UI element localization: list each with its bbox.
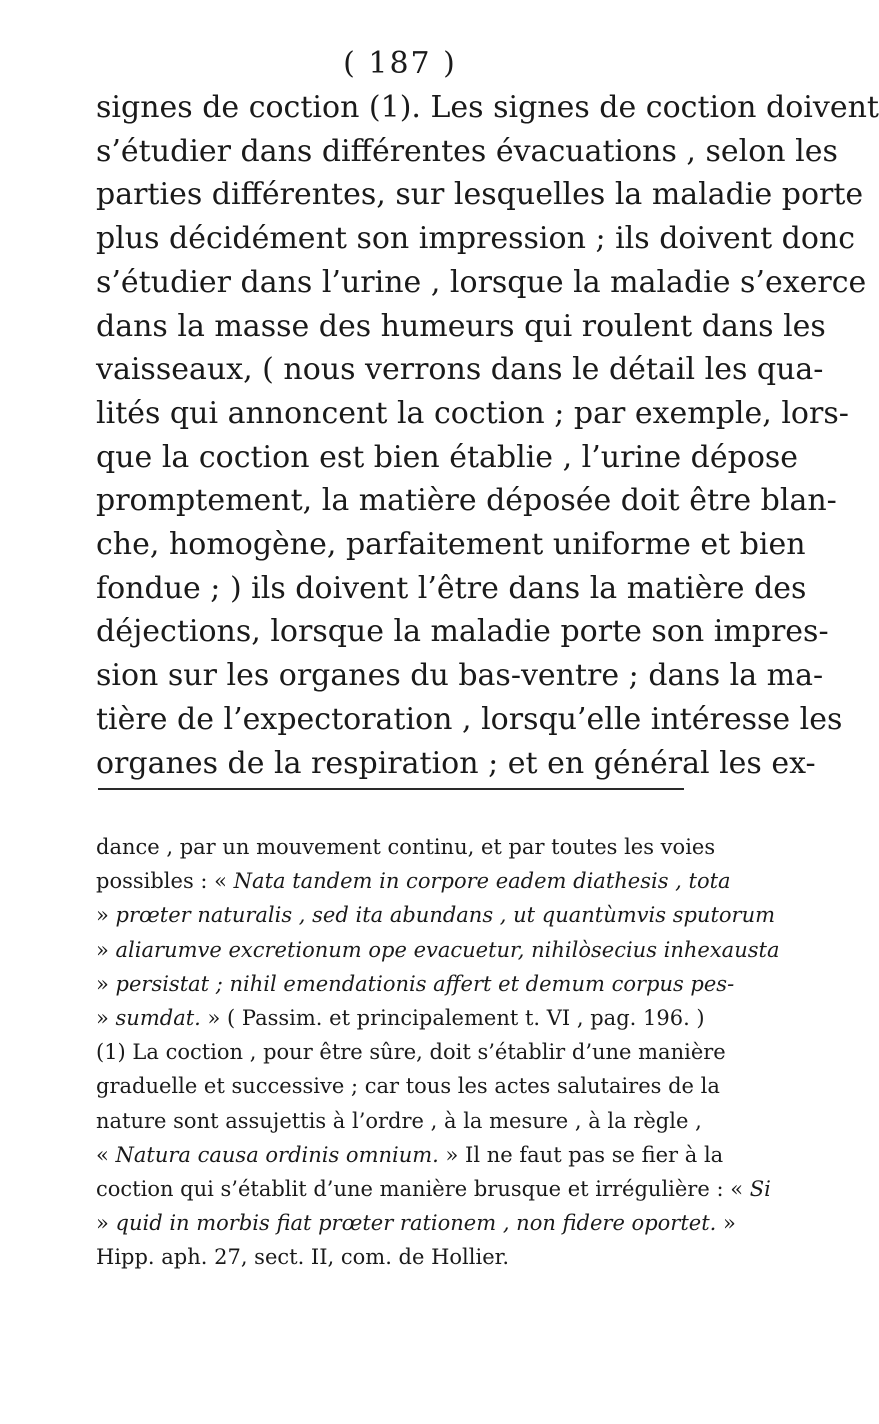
footnote-text: » bbox=[96, 971, 116, 996]
footnote-text: (1) La coction , pour être sûre, doit s’établir d’une manière bbox=[96, 1040, 726, 1065]
footnote-line bbox=[96, 1035, 726, 1069]
footnote-line bbox=[96, 933, 780, 967]
main-text-line: sion sur les organes du bas-ventre ; dans la ma- bbox=[96, 658, 824, 694]
footnote-italic-text: quid in morbis fiat prœter rationem , non fidere oportet. bbox=[115, 1211, 717, 1236]
footnotes bbox=[96, 830, 780, 1275]
main-text-line: s’étudier dans différentes évacuations , selon les bbox=[96, 133, 838, 169]
footnote-italic-text: sumdat. bbox=[115, 1006, 201, 1031]
footnote-italic-text: aliarumve excretionum ope evacuetur, nihilòsecius inhexausta bbox=[115, 937, 780, 962]
main-text-line: s’étudier dans l’urine , lorsque la maladie s’exerce bbox=[96, 264, 867, 300]
main-text-line: organes de la respiration ; et en général les ex- bbox=[96, 745, 816, 781]
footnote-italic-text: Nata tandem in corpore eadem diathesis , tota bbox=[233, 869, 731, 894]
footnote-text: Hipp. aph. 27, sect. II, com. de Hollier. bbox=[96, 1245, 510, 1270]
footnote-text: » bbox=[96, 903, 116, 928]
footnote-italic-text: Natura causa ordinis omnium. bbox=[115, 1142, 439, 1167]
main-text-line: déjections, lorsque la maladie porte son impres- bbox=[96, 614, 829, 650]
footnote-text: » ( Passim. et principalement t. VI , pag. 196. ) bbox=[200, 1006, 705, 1031]
footnote-line bbox=[96, 1104, 702, 1138]
footnote-line bbox=[96, 864, 731, 898]
footnote-text: » bbox=[96, 1006, 116, 1031]
main-text-line: parties différentes, sur lesquelles la maladie porte bbox=[96, 177, 864, 213]
footnote-text: dance , par un mouvement continu, et par toutes les voies bbox=[96, 835, 716, 859]
footnote-line bbox=[96, 898, 776, 932]
footnote-italic-text: persistat ; nihil emendationis affert et demum corpus pes- bbox=[115, 971, 735, 996]
footnote-text: graduelle et successive ; car tous les actes salutaires de la bbox=[96, 1074, 720, 1099]
main-text-line: vaisseaux, ( nous verrons dans le détail les qua- bbox=[96, 352, 824, 388]
footnote-text: coction qui s’établit d’une manière brusque et irrégulière : « bbox=[96, 1177, 750, 1202]
main-text-line: signes de coction (1). Les signes de coction doivent bbox=[96, 90, 879, 125]
page-number: ( 187 ) bbox=[343, 46, 457, 81]
main-text-line: che, homogène, parfaitement uniforme et bien bbox=[96, 527, 806, 563]
footnote-line bbox=[96, 1001, 705, 1035]
footnote-text: » Il ne faut pas se fier à la bbox=[438, 1142, 724, 1167]
footnote-line bbox=[96, 1206, 736, 1240]
main-text-line: que la coction est bien établie , l’urine dépose bbox=[96, 439, 799, 475]
main-text-line: plus décidément son impression ; ils doivent donc bbox=[96, 221, 856, 257]
footnote-line bbox=[96, 967, 735, 1001]
footnote-italic-text: Si bbox=[749, 1177, 771, 1202]
main-text-line: fondue ; ) ils doivent l’être dans la matière des bbox=[96, 570, 807, 606]
footnote-separator-rule bbox=[98, 788, 684, 790]
footnote-line bbox=[96, 830, 716, 864]
footnote-text: » bbox=[96, 1211, 116, 1236]
footnote-line bbox=[96, 1069, 720, 1103]
footnote-italic-text: prœter naturalis , sed ita abundans , ut quantùmvis sputorum bbox=[115, 903, 776, 928]
footnote-line bbox=[96, 1138, 724, 1172]
footnote-text: « bbox=[96, 1142, 116, 1167]
main-text-line: dans la masse des humeurs qui roulent dans les bbox=[96, 308, 826, 344]
main-text-line: lités qui annoncent la coction ; par exemple, lors- bbox=[96, 395, 849, 431]
main-text-line: tière de l’expectoration , lorsqu’elle intéresse les bbox=[96, 701, 843, 737]
footnote-line bbox=[96, 1240, 684, 1274]
footnote-text: » bbox=[96, 937, 116, 962]
footnote-text: nature sont assujettis à l’ordre , à la mesure , à la règle , bbox=[96, 1108, 702, 1133]
footnote-line bbox=[96, 1172, 771, 1206]
footnote-text: possibles : « bbox=[96, 869, 234, 894]
main-text bbox=[96, 86, 879, 785]
main-text-line: promptement, la matière déposée doit être blan- bbox=[96, 483, 837, 519]
footnote-text: » bbox=[716, 1211, 736, 1236]
